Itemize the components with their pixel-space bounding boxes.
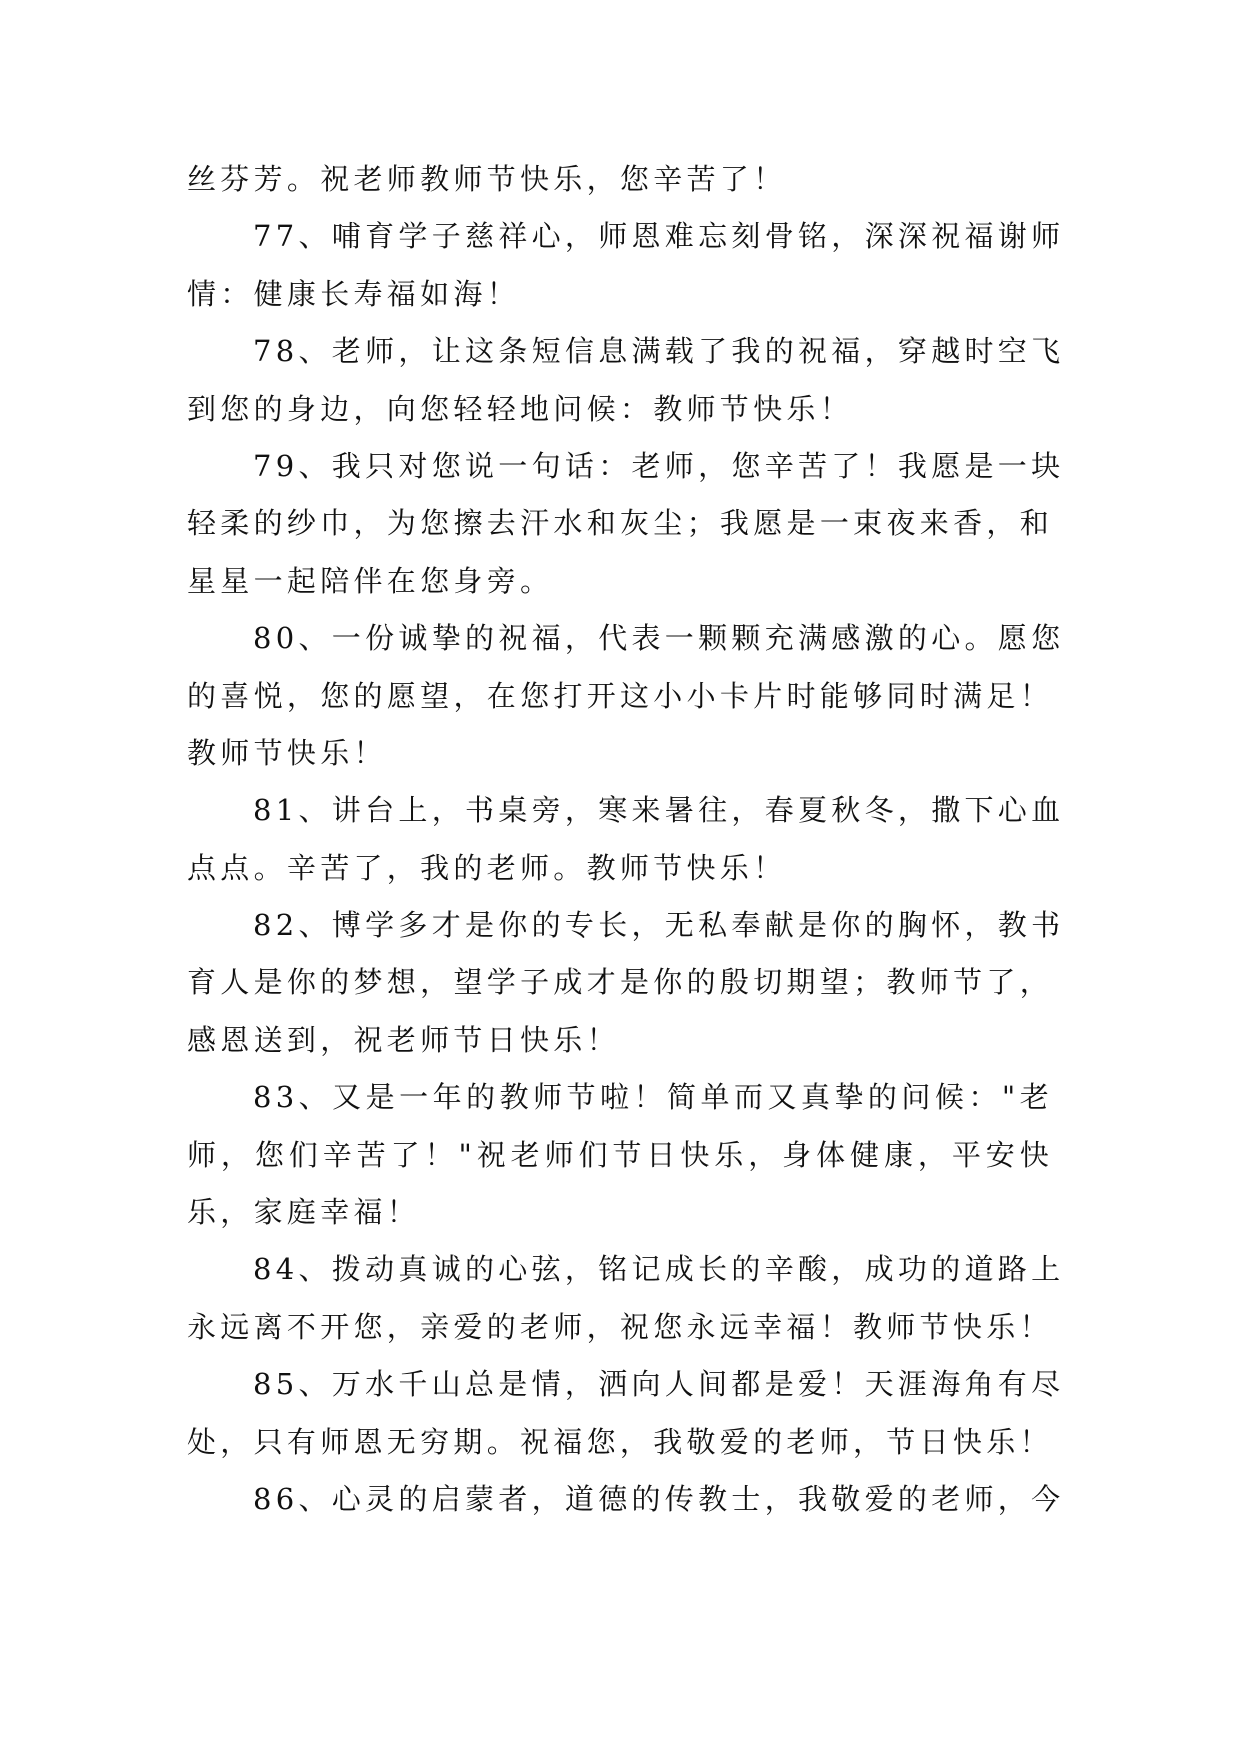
text-line: 79、我只对您说一句话：老师，您辛苦了！我愿是一块 (253, 448, 1065, 483)
text-line: 81、讲台上，书桌旁，寒来暑往，春夏秋冬，撒下心血 (253, 793, 1065, 828)
text-line: 感恩送到，祝老师节日快乐！ (187, 1022, 620, 1057)
text-line: 83、又是一年的教师节啦！简单而又真挚的问候："老 (253, 1080, 1053, 1115)
text-line: 77、哺育学子慈祥心，师恩难忘刻骨铭，深深祝福谢师 (253, 219, 1065, 254)
text-line: 点点。辛苦了，我的老师。教师节快乐！ (187, 850, 787, 885)
text-line: 80、一份诚挚的祝福，代表一颗颗充满感激的心。愿您 (253, 621, 1065, 656)
paragraph (187, 897, 1065, 1069)
text-line: 82、博学多才是你的专长，无私奉献是你的胸怀，教书 (253, 908, 1065, 943)
text-line: 84、拨动真诚的心弦，铭记成长的辛酸，成功的道路上 (253, 1252, 1065, 1287)
text-line: 师，您们辛苦了！"祝老师们节日快乐，身体健康，平安快 (187, 1137, 1053, 1172)
text-line: 乐，家庭幸福！ (187, 1195, 421, 1230)
text-line: 处，只有师恩无穷期。祝福您，我敬爱的老师，节日快乐！ (187, 1424, 1053, 1459)
paragraph (187, 1471, 1065, 1528)
text-line: 星星一起陪伴在您身旁。 (187, 563, 554, 598)
text-line: 的喜悦，您的愿望，在您打开这小小卡片时能够同时满足！ (187, 678, 1053, 713)
paragraph (187, 323, 1065, 438)
text-line: 78、老师，让这条短信息满载了我的祝福，穿越时空飞 (253, 334, 1065, 369)
paragraph (187, 438, 1065, 610)
paragraph (187, 151, 1053, 208)
paragraph (187, 1069, 1053, 1241)
paragraph (187, 208, 1065, 323)
text-line: 丝芬芳。祝老师教师节快乐，您辛苦了！ (187, 162, 787, 196)
paragraph (187, 1356, 1065, 1471)
text-line: 情：健康长寿福如海！ (187, 276, 521, 311)
text-line: 85、万水千山总是情，洒向人间都是爱！天涯海角有尽 (253, 1367, 1065, 1402)
body-text (187, 151, 1065, 1528)
text-line: 教师节快乐！ (187, 735, 387, 770)
text-line: 永远离不开您，亲爱的老师，祝您永远幸福！教师节快乐！ (187, 1309, 1053, 1344)
paragraph (187, 1241, 1065, 1356)
paragraph (187, 610, 1065, 782)
text-line: 育人是你的梦想，望学子成才是你的殷切期望；教师节了， (187, 965, 1053, 1000)
text-line: 轻柔的纱巾，为您擦去汗水和灰尘；我愿是一束夜来香，和 (187, 506, 1053, 541)
text-line: 86、心灵的启蒙者，道德的传教士，我敬爱的老师，今 (253, 1481, 1065, 1516)
paragraph (187, 782, 1065, 897)
text-line: 到您的身边，向您轻轻地问候：教师节快乐！ (187, 391, 854, 426)
